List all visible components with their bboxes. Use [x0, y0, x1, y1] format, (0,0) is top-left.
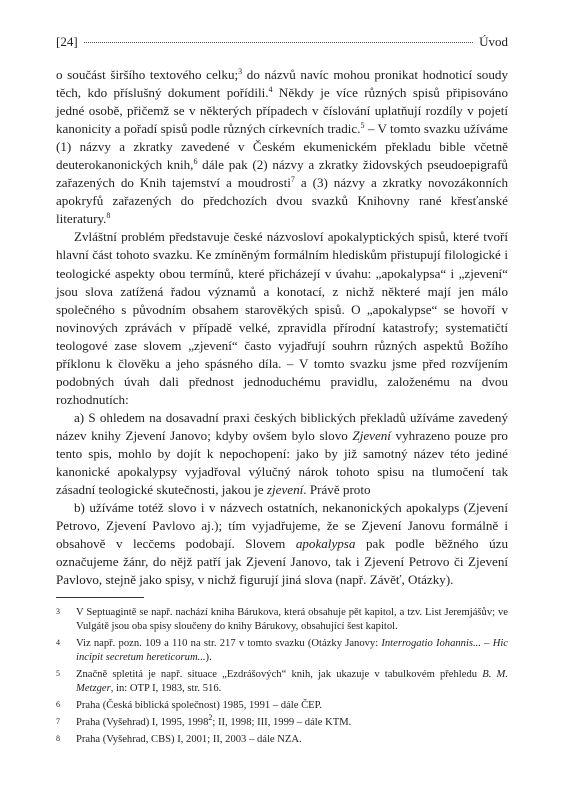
footnote-ref-5[interactable]: 5 — [360, 121, 365, 131]
footnote-5 — [56, 668, 508, 696]
text-run: dále pak (2) názvy a zkratky židovských pseudoepigrafů zařazených do Knih tajemství a moudrosti — [56, 157, 508, 191]
footnote-8 — [56, 733, 508, 747]
text-run: Značně spletitá je např. situace „Ezdrášových“ knih, jak ukazuje v tabulkovém přehledu — [76, 669, 483, 680]
text-run: – — [480, 638, 493, 649]
text-run: b) užíváme totéž slovo i v názvech ostatních, nekanonických apokalyps (Zjevení Petrovo, Zjevení Pavlovo aj.); tím vyjadřujeme, že se Zjevení Janovu formálně i obsahově v lecčems podobají. Slovem — [56, 500, 508, 552]
text-run: vyhrazeno pouze pro tento spis, mohlo by dojít k nepochopení: jako by již samotný název této jediné kanonické apokalypsy vyjadřoval výlučný nárok tohoto spisu na tlumočení tak zásadní teologické skutečnosti, jakou je — [56, 427, 508, 498]
footnote-text — [76, 668, 508, 696]
page-number: [24] — [56, 34, 78, 49]
text-run: Viz např. pozn. 109 a 110 na str. 217 v tomto svazku (Otázky Janovy: — [76, 638, 382, 649]
footnote-text — [76, 712, 508, 730]
text-run: Praha (Vyšehrad) I, 1995, 1998 — [76, 716, 209, 728]
footnote-text: Praha (Česká biblická společnost) 1985, 1991 – dále ČEP. — [76, 700, 322, 711]
list-item-b — [56, 499, 508, 589]
leader-dots — [84, 42, 473, 43]
text-run: ; II, 1998; III, 1999 – dále KTM. — [212, 716, 352, 728]
footnote-number: 3 — [56, 607, 60, 616]
italic-term: Interrogatio Iohannis... — [381, 638, 481, 649]
main-text — [56, 66, 508, 589]
footnote-ref-7[interactable]: 7 — [290, 175, 295, 185]
running-head — [56, 34, 508, 50]
footnote-4 — [56, 637, 508, 665]
footnotes — [56, 606, 508, 749]
footnote-ref-8[interactable]: 8 — [106, 211, 111, 221]
text-run: a) S ohledem na dosavadní praxi českých biblických překladů užíváme zavedený název knihy Zjevení Janovo; kdyby ovšem bylo slovo — [56, 409, 508, 443]
italic-term: apokalypsa — [295, 536, 356, 552]
footnote-number: 4 — [56, 638, 60, 647]
footnote-number: 6 — [56, 700, 60, 709]
footnote-ref-3[interactable]: 3 — [238, 67, 243, 76]
text-run: do názvů navíc mohou pronikat hodnoticí soudy těch, kdo příslušný dokument pořídili. — [56, 67, 508, 101]
text-run: , in: OTP I, 1983, str. 516. — [110, 683, 222, 695]
text-run: ). — [205, 652, 212, 664]
paragraph-1 — [56, 66, 508, 228]
footnote-7 — [56, 712, 508, 730]
italic-author: B. M. Metzger — [76, 669, 508, 695]
footnote-ref-4[interactable]: 4 — [268, 85, 273, 95]
footnote-ref-6[interactable]: 6 — [193, 157, 198, 167]
italic-term: zjevení — [266, 482, 304, 498]
text-run: . Právě proto — [303, 482, 371, 498]
list-item-a — [56, 409, 508, 499]
paragraph-2: Zvláštní problém představuje české názvosloví apokalyptických spisů, které tvoří hlavní část tohoto svazku. Ke zmíněným formálním hlediskům přistupují filologické i teologické aspekty obou termínů, které přicházejí v úvahu: „apokalypsa“ i „zjevení“ jsou slova zatížená řadou významů a konotací, z nichž některé mají jen málo společného s původním obsahem starověkých spisů. O „apokalypse“ se hovoří v novinových zprávách v případě velké, zpravidla přírodní katastrofy; systematičtí teologové zase slovem „zjevení“ často vyjadřují souhrn různých aspektů Božího příklonu k člověku a jeho spásného díla. – V tomto svazku jsme před rozvíjením podobných úvah dali přednost jednoduchému pravidlu, založenému na dvou rozhodnutích: — [56, 229, 508, 407]
footnote-text: V Septuagintě se např. nachází kniha Bárukova, která obsahuje pět kapitol, a tzv. List Jeremjášův; ve Vulgátě jsou oba spisy sloučeny do knihy Bárukovy, obsahující šest kapitol. — [76, 607, 508, 633]
footnote-number: 5 — [56, 669, 60, 678]
footnote-3 — [56, 606, 508, 634]
footnote-text — [76, 637, 508, 665]
italic-term: Hic incipit secretum hereticorum... — [76, 638, 508, 664]
footnote-text: Praha (Vyšehrad, CBS) I, 2001; II, 2003 – dále NZA. — [76, 733, 302, 745]
section-title: Úvod — [479, 34, 508, 49]
footnote-separator — [56, 597, 144, 598]
footnote-number: 8 — [56, 733, 60, 743]
text-run: o součást širšího textového celku; — [56, 67, 239, 82]
text-run: Někdy je více různých spisů připisováno jedné osobě, přičemž se v některých případech v číslování uplatňují rozdíly v pojetí kanonicity a pořadí spisů podle různých církevních tradic. — [56, 85, 508, 137]
footnote-number: 7 — [56, 716, 60, 726]
footnote-6 — [56, 699, 508, 713]
text-run: pak podle běžného úzu označujeme žánr, do nějž patří jak Zjevení Janovo, tak i Zjevení Petrovo či Zjevení Pavlovo, stejně jako spisy, v nichž figurují jiná slova (např. Závěť, Otázky). — [56, 536, 509, 588]
edition-superscript: 2 — [208, 712, 213, 722]
text-run: a (3) názvy a zkratky novozákonních apokryfů zařazených do předchozích dvou svazků Knihovny rané křesťanské literatury. — [56, 175, 509, 227]
italic-term: Zjevení — [352, 427, 391, 443]
text-run: – V tomto svazku užíváme (1) názvy a zkratky zavedené v Českém ekumenickém překladu bible včetně deuterokanonických knih, — [56, 121, 508, 173]
